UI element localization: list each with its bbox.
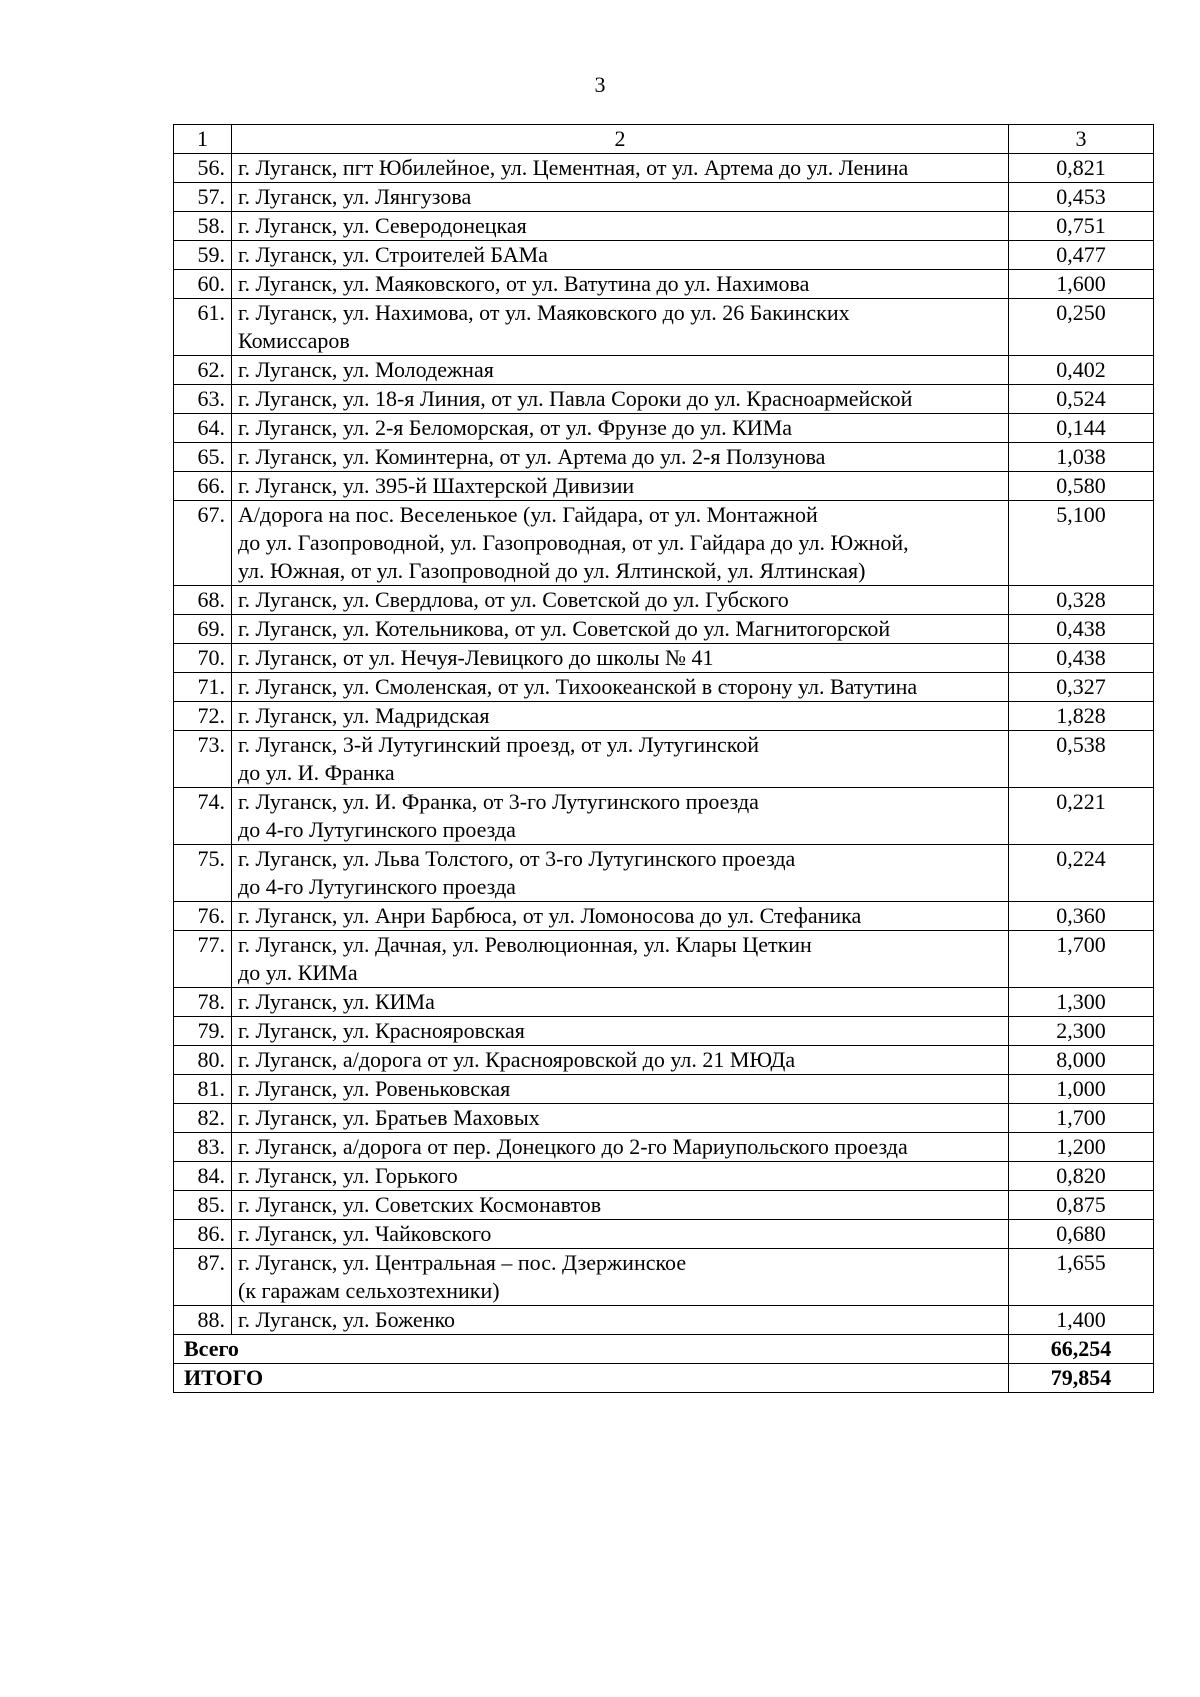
- table-row: [174, 443, 1154, 472]
- row-number: 84.: [174, 1162, 232, 1191]
- table-row: [174, 845, 1154, 902]
- table-row: [174, 702, 1154, 731]
- road-name-line: г. Луганск, ул. 2-я Беломорская, от ул. Фрунзе до ул. КИМа: [238, 415, 793, 440]
- row-number: 76.: [174, 902, 232, 931]
- road-name-line: г. Луганск, ул. Советских Космонавтов: [238, 1192, 602, 1217]
- row-number: 56.: [174, 154, 232, 183]
- table-row: [174, 1191, 1154, 1220]
- road-length: 1,600: [1009, 270, 1154, 299]
- table-row: [174, 615, 1154, 644]
- table-row: [174, 270, 1154, 299]
- road-name-cell: [232, 988, 1009, 1017]
- road-name-line: г. Луганск, ул. Горького: [238, 1163, 458, 1188]
- road-name-line: до ул. КИМа: [238, 960, 358, 985]
- column-header-number: 1: [174, 125, 232, 154]
- road-name-line: г. Луганск, ул. Нахимова, от ул. Маяковского до ул. 26 Бакинских: [238, 300, 850, 325]
- total-value: 66,254: [1009, 1335, 1154, 1364]
- road-length: 8,000: [1009, 1046, 1154, 1075]
- table-row: [174, 673, 1154, 702]
- road-length: 1,700: [1009, 1104, 1154, 1133]
- row-number: 73.: [174, 731, 232, 788]
- road-length: 0,402: [1009, 356, 1154, 385]
- road-name-cell: [232, 702, 1009, 731]
- road-name-line: г. Луганск, ул. Чайковского: [238, 1221, 492, 1246]
- table-row: [174, 1133, 1154, 1162]
- road-length: 2,300: [1009, 1017, 1154, 1046]
- total-value: 79,854: [1009, 1364, 1154, 1393]
- road-name-line: до 4-го Лутугинского проезда: [238, 817, 516, 842]
- total-row: [174, 1364, 1154, 1393]
- row-number: 64.: [174, 414, 232, 443]
- road-length: 0,144: [1009, 414, 1154, 443]
- road-length: 1,400: [1009, 1306, 1154, 1335]
- road-length: 1,200: [1009, 1133, 1154, 1162]
- road-name-line: г. Луганск, ул. Ровеньковская: [238, 1076, 511, 1101]
- total-label: Всего: [174, 1335, 1009, 1364]
- row-number: 60.: [174, 270, 232, 299]
- table-row: [174, 385, 1154, 414]
- row-number: 81.: [174, 1075, 232, 1104]
- road-length: 0,438: [1009, 615, 1154, 644]
- row-number: 82.: [174, 1104, 232, 1133]
- road-name-line: г. Луганск, от ул. Нечуя-Левицкого до школы № 41: [238, 645, 714, 670]
- road-name-cell: [232, 1133, 1009, 1162]
- road-name-line: г. Луганск, ул. Мадридская: [238, 703, 490, 728]
- road-name-cell: [232, 731, 1009, 788]
- road-name-cell: [232, 299, 1009, 356]
- row-number: 69.: [174, 615, 232, 644]
- road-length: 0,580: [1009, 472, 1154, 501]
- road-length: 0,453: [1009, 183, 1154, 212]
- table-row: [174, 1046, 1154, 1075]
- row-number: 66.: [174, 472, 232, 501]
- road-name-line: г. Луганск, ул. Свердлова, от ул. Советской до ул. Губского: [238, 587, 789, 612]
- road-name-cell: [232, 931, 1009, 988]
- road-name-line: г. Луганск, ул. Дачная, ул. Революционная, ул. Клары Цеткин: [238, 932, 812, 957]
- table-row: [174, 1075, 1154, 1104]
- table-row: [174, 472, 1154, 501]
- road-length: 0,327: [1009, 673, 1154, 702]
- road-name-cell: [232, 615, 1009, 644]
- road-length: 0,820: [1009, 1162, 1154, 1191]
- road-name-cell: [232, 902, 1009, 931]
- road-name-cell: [232, 356, 1009, 385]
- table-row: [174, 1104, 1154, 1133]
- road-name-line: ул. Южная, от ул. Газопроводной до ул. Ялтинской, ул. Ялтинская): [238, 558, 866, 583]
- road-name-line: Комиссаров: [238, 328, 350, 353]
- road-name-line: г. Луганск, ул. Анри Барбюса, от ул. Ломоносова до ул. Стефаника: [238, 903, 862, 928]
- road-name-line: г. Луганск, ул. Коминтерна, от ул. Артема до ул. 2-я Ползунова: [238, 444, 826, 469]
- table-header-row: [174, 125, 1154, 154]
- table-row: [174, 731, 1154, 788]
- road-name-line: г. Луганск, ул. Боженко: [238, 1307, 456, 1332]
- road-name-line: г. Луганск, ул. Строителей БАМа: [238, 242, 548, 267]
- road-name-line: до 4-го Лутугинского проезда: [238, 874, 516, 899]
- road-name-cell: [232, 1046, 1009, 1075]
- road-name-line: г. Луганск, а/дорога от пер. Донецкого до 2-го Мариупольского проезда: [238, 1134, 908, 1159]
- road-name-line: г. Луганск, ул. Котельникова, от ул. Советской до ул. Магнитогорской: [238, 616, 891, 641]
- road-name-cell: [232, 788, 1009, 845]
- road-length: 1,000: [1009, 1075, 1154, 1104]
- row-number: 59.: [174, 241, 232, 270]
- table-row: [174, 788, 1154, 845]
- road-name-cell: [232, 154, 1009, 183]
- road-name-line: г. Луганск, ул. Братьев Маховых: [238, 1105, 540, 1130]
- road-name-line: г. Луганск, ул. 18-я Линия, от ул. Павла Сороки до ул. Красноармейской: [238, 386, 913, 411]
- road-name-cell: [232, 241, 1009, 270]
- road-name-cell: [232, 443, 1009, 472]
- road-name-cell: [232, 644, 1009, 673]
- road-name-cell: [232, 212, 1009, 241]
- road-length: 0,524: [1009, 385, 1154, 414]
- road-name-line: г. Луганск, ул. Северодонецкая: [238, 213, 527, 238]
- road-length: 1,700: [1009, 931, 1154, 988]
- table-row: [174, 154, 1154, 183]
- road-name-cell: [232, 183, 1009, 212]
- row-number: 63.: [174, 385, 232, 414]
- road-length: 0,438: [1009, 644, 1154, 673]
- row-number: 62.: [174, 356, 232, 385]
- road-name-line: г. Луганск, ул. Маяковского, от ул. Ватутина до ул. Нахимова: [238, 271, 810, 296]
- row-number: 85.: [174, 1191, 232, 1220]
- road-name-cell: [232, 1104, 1009, 1133]
- road-name-line: г. Луганск, а/дорога от ул. Краснояровской до ул. 21 МЮДа: [238, 1047, 796, 1072]
- table-row: [174, 586, 1154, 615]
- road-name-line: г. Луганск, ул. 395-й Шахтерской Дивизии: [238, 473, 635, 498]
- table-row: [174, 1162, 1154, 1191]
- road-name-line: г. Луганск, 3-й Лутугинский проезд, от ул. Лутугинской: [238, 732, 760, 757]
- road-name-line: г. Луганск, ул. Смоленская, от ул. Тихоокеанской в сторону ул. Ватутина: [238, 674, 918, 699]
- road-name-cell: [232, 472, 1009, 501]
- road-name-line: до ул. И. Франка: [238, 760, 395, 785]
- row-number: 78.: [174, 988, 232, 1017]
- road-length: 1,828: [1009, 702, 1154, 731]
- table-row: [174, 212, 1154, 241]
- road-length: 1,655: [1009, 1249, 1154, 1306]
- road-name-line: г. Луганск, ул. КИМа: [238, 989, 435, 1014]
- road-length: 0,360: [1009, 902, 1154, 931]
- road-name-line: (к гаражам сельхозтехники): [238, 1278, 500, 1303]
- road-name-cell: [232, 845, 1009, 902]
- table-row: [174, 1220, 1154, 1249]
- roads-table: [173, 124, 1154, 1393]
- road-name-cell: [232, 1017, 1009, 1046]
- column-header-road: 2: [232, 125, 1009, 154]
- row-number: 87.: [174, 1249, 232, 1306]
- page-number: 3: [594, 72, 606, 97]
- total-row: [174, 1335, 1154, 1364]
- table-row: [174, 299, 1154, 356]
- row-number: 68.: [174, 586, 232, 615]
- table-row: [174, 644, 1154, 673]
- road-name-line: до ул. Газопроводной, ул. Газопроводная, от ул. Гайдара до ул. Южной,: [238, 530, 909, 555]
- table-row: [174, 1017, 1154, 1046]
- road-name-cell: [232, 501, 1009, 586]
- road-length: 0,680: [1009, 1220, 1154, 1249]
- road-name-line: г. Луганск, ул. Лянгузова: [238, 184, 472, 209]
- table-row: [174, 183, 1154, 212]
- road-name-cell: [232, 1075, 1009, 1104]
- row-number: 77.: [174, 931, 232, 988]
- road-length: 0,751: [1009, 212, 1154, 241]
- table-row: [174, 241, 1154, 270]
- row-number: 88.: [174, 1306, 232, 1335]
- row-number: 83.: [174, 1133, 232, 1162]
- road-name-line: г. Луганск, ул. Центральная – пос. Дзержинское: [238, 1250, 687, 1275]
- roads-table-body: [174, 125, 1154, 1393]
- row-number: 71.: [174, 673, 232, 702]
- road-name-line: г. Луганск, ул. Льва Толстого, от 3-го Лутугинского проезда: [238, 846, 796, 871]
- road-length: 1,300: [1009, 988, 1154, 1017]
- table-row: [174, 356, 1154, 385]
- road-length: 0,538: [1009, 731, 1154, 788]
- row-number: 61.: [174, 299, 232, 356]
- road-name-cell: [232, 673, 1009, 702]
- road-length: 0,875: [1009, 1191, 1154, 1220]
- row-number: 67.: [174, 501, 232, 586]
- road-name-cell: [232, 1191, 1009, 1220]
- table-row: [174, 414, 1154, 443]
- road-length: 0,221: [1009, 788, 1154, 845]
- row-number: 65.: [174, 443, 232, 472]
- road-length: 0,250: [1009, 299, 1154, 356]
- row-number: 80.: [174, 1046, 232, 1075]
- road-name-cell: [232, 1249, 1009, 1306]
- table-row: [174, 1249, 1154, 1306]
- row-number: 74.: [174, 788, 232, 845]
- road-name-cell: [232, 414, 1009, 443]
- road-length: 1,038: [1009, 443, 1154, 472]
- row-number: 58.: [174, 212, 232, 241]
- row-number: 72.: [174, 702, 232, 731]
- road-name-line: г. Луганск, ул. Молодежная: [238, 357, 494, 382]
- road-name-line: А/дорога на пос. Веселенькое (ул. Гайдара, от ул. Монтажной: [238, 502, 818, 527]
- table-row: [174, 902, 1154, 931]
- road-length: 0,477: [1009, 241, 1154, 270]
- road-length: 0,821: [1009, 154, 1154, 183]
- table-row: [174, 931, 1154, 988]
- road-name-cell: [232, 270, 1009, 299]
- road-name-line: г. Луганск, ул. Краснояровская: [238, 1018, 525, 1043]
- road-name-cell: [232, 385, 1009, 414]
- road-name-line: г. Луганск, пгт Юбилейное, ул. Цементная, от ул. Артема до ул. Ленина: [238, 155, 909, 180]
- road-name-line: г. Луганск, ул. И. Франка, от 3-го Лутугинского проезда: [238, 789, 759, 814]
- road-name-cell: [232, 586, 1009, 615]
- road-name-cell: [232, 1306, 1009, 1335]
- table-row: [174, 1306, 1154, 1335]
- total-label: ИТОГО: [174, 1364, 1009, 1393]
- row-number: 79.: [174, 1017, 232, 1046]
- road-length: 0,328: [1009, 586, 1154, 615]
- table-row: [174, 988, 1154, 1017]
- row-number: 70.: [174, 644, 232, 673]
- table-row: [174, 501, 1154, 586]
- road-name-cell: [232, 1162, 1009, 1191]
- road-length: 0,224: [1009, 845, 1154, 902]
- column-header-length: 3: [1009, 125, 1154, 154]
- row-number: 57.: [174, 183, 232, 212]
- row-number: 75.: [174, 845, 232, 902]
- row-number: 86.: [174, 1220, 232, 1249]
- road-length: 5,100: [1009, 501, 1154, 586]
- road-name-cell: [232, 1220, 1009, 1249]
